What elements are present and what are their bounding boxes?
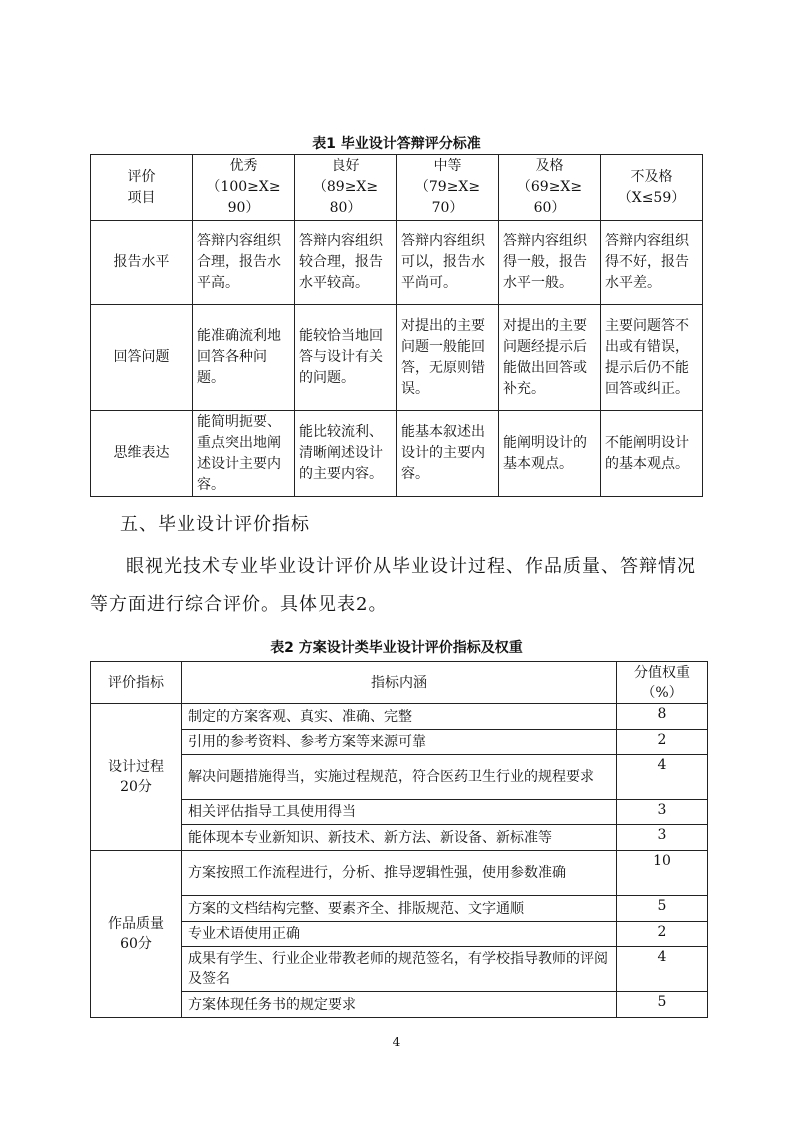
grade-header [295, 155, 397, 221]
table-row [91, 730, 708, 755]
item-weight: 3 [617, 800, 708, 825]
table-row [91, 305, 703, 411]
header-weight-unit: （%） [641, 684, 683, 701]
criteria-cell: 能简明扼要、重点突出地阐述设计主要内容。 [193, 411, 295, 497]
table-row [91, 704, 708, 730]
grade-name: 及格 [535, 158, 564, 174]
criteria-cell: 答辩内容组织合理，报告水平高。 [193, 221, 295, 305]
item-weight: 3 [617, 825, 708, 851]
table-row [91, 896, 708, 922]
table-row [91, 947, 708, 992]
table-row [91, 851, 708, 896]
row-label: 思维表达 [91, 411, 193, 497]
grade-name: 不及格 [630, 168, 673, 185]
table-row [91, 992, 708, 1018]
item-text: 相关评估指导工具使用得当 [182, 800, 617, 825]
grade-name: 优秀 [229, 158, 258, 174]
item-text: 成果有学生、行业企业带教老师的规范签名，有学校指导教师的评阅及签名 [182, 947, 617, 992]
grade-header [499, 155, 601, 221]
grade-header [193, 155, 295, 221]
grade-header [397, 155, 499, 221]
grade-name: 良好 [331, 158, 360, 174]
grade-name: 中等 [433, 158, 462, 174]
item-weight: 8 [617, 704, 708, 730]
item-text: 方案按照工作流程进行，分析、推导逻辑性强，使用参数准确 [182, 851, 617, 896]
criteria-cell: 对提出的主要问题经提示后能做出回答或补充。 [499, 305, 601, 411]
table1-header-row [91, 155, 703, 221]
corner-label: 项目 [127, 189, 156, 206]
header-indicator: 评价指标 [91, 662, 182, 704]
section-paragraph: 眼视光技术专业毕业设计评价从毕业设计过程、作品质量、答辩情况等方面进行综合评价。具体见表2。 [90, 556, 696, 615]
grade-range: 90） [227, 200, 260, 216]
grade-range: （79≥X≥ [414, 179, 481, 195]
item-weight: 4 [617, 755, 708, 800]
item-weight: 2 [617, 922, 708, 947]
table-row [91, 922, 708, 947]
criteria-cell: 答辩内容组织较合理，报告水平较高。 [295, 221, 397, 305]
criteria-cell: 不能阐明设计的基本观点。 [601, 411, 703, 497]
header-weight-label: 分值权重 [634, 664, 690, 681]
group-name: 作品质量 [108, 916, 164, 932]
group-cell [91, 704, 182, 851]
criteria-cell: 能较恰当地回答与设计有关的问题。 [295, 305, 397, 411]
item-text: 方案体现任务书的规定要求 [182, 992, 617, 1018]
item-text: 解决问题措施得当，实施过程规范，符合医药卫生行业的规程要求 [182, 755, 617, 800]
defense-scoring-table [90, 154, 703, 497]
criteria-cell: 能比较流利、清晰阐述设计的主要内容。 [295, 411, 397, 497]
table2-caption: 表2 方案设计类毕业设计评价指标及权重 [270, 640, 523, 656]
criteria-cell: 答辩内容组织可以，报告水平尚可。 [397, 221, 499, 305]
group-cell [91, 851, 182, 1018]
criteria-cell: 能阐明设计的基本观点。 [499, 411, 601, 497]
table-row [91, 755, 708, 800]
grade-range: （X≤59） [617, 189, 686, 206]
criteria-cell: 答辩内容组织得不好，报告水平差。 [601, 221, 703, 305]
table1-corner-cell [91, 155, 193, 221]
table-row [91, 825, 708, 851]
grade-range: （100≥X≥ [206, 179, 281, 195]
item-weight: 5 [617, 992, 708, 1018]
item-weight: 5 [617, 896, 708, 922]
item-text: 制定的方案客观、真实、准确、完整 [182, 704, 617, 730]
item-text: 方案的文档结构完整、要素齐全、排版规范、文字通顺 [182, 896, 617, 922]
table-row [91, 800, 708, 825]
criteria-cell: 主要问题答不出或有错误，提示后仍不能回答或纠正。 [601, 305, 703, 411]
group-score: 60分 [120, 936, 152, 952]
criteria-cell: 对提出的主要问题一般能回答，无原则错误。 [397, 305, 499, 411]
item-weight: 4 [617, 947, 708, 992]
criteria-cell: 答辩内容组织得一般，报告水平一般。 [499, 221, 601, 305]
item-text: 引用的参考资料、参考方案等来源可靠 [182, 730, 617, 755]
item-weight: 10 [617, 851, 708, 896]
corner-label: 评价 [127, 168, 156, 185]
table-row [91, 411, 703, 497]
section-heading: 五、毕业设计评价指标 [120, 514, 310, 535]
header-content: 指标内涵 [182, 662, 617, 704]
design-evaluation-table [90, 661, 708, 1018]
row-label: 报告水平 [91, 221, 193, 305]
group-score: 20分 [120, 779, 152, 795]
grade-header [601, 155, 703, 221]
grade-range: （69≥X≥ [516, 179, 583, 195]
criteria-cell: 能基本叙述出设计的主要内容。 [397, 411, 499, 497]
grade-range: （89≥X≥ [312, 179, 379, 195]
table1-caption: 表1 毕业设计答辩评分标准 [312, 136, 481, 152]
grade-range: 80） [329, 200, 362, 216]
table2-header-row [91, 662, 708, 704]
group-name: 设计过程 [108, 759, 164, 775]
item-text: 能体现本专业新知识、新技术、新方法、新设备、新标准等 [182, 825, 617, 851]
item-weight: 2 [617, 730, 708, 755]
table-row [91, 221, 703, 305]
row-label: 回答问题 [91, 305, 193, 411]
grade-range: 70） [431, 200, 464, 216]
item-text: 专业术语使用正确 [182, 922, 617, 947]
header-weight [617, 662, 708, 704]
criteria-cell: 能准确流利地回答各种问题。 [193, 305, 295, 411]
grade-range: 60） [533, 200, 566, 216]
page-number: 4 [392, 1035, 401, 1049]
